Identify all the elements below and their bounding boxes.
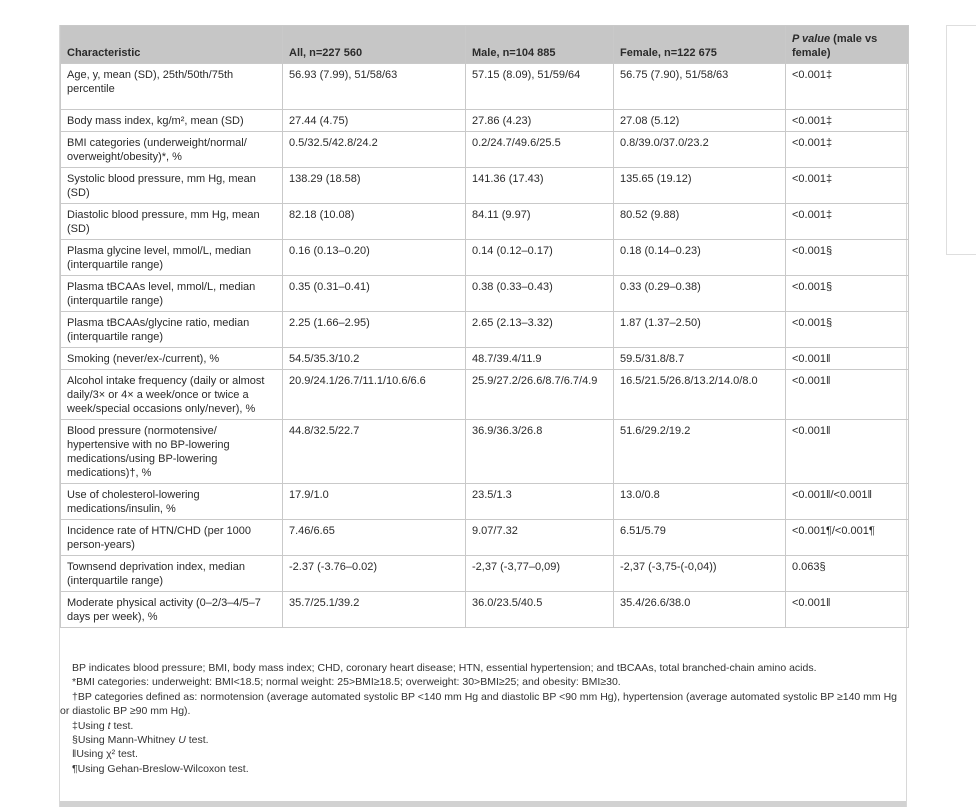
cell-characteristic: Plasma tBCAAs level, mmol/L, median (interquartile range): [61, 276, 283, 312]
cell-characteristic: Plasma glycine level, mmol/L, median (interquartile range): [61, 240, 283, 276]
cell-male: 36.9/36.3/26.8: [466, 420, 614, 484]
table-row: [61, 110, 909, 132]
cell-all: 2.25 (1.66–2.95): [283, 312, 466, 348]
cell-female: 56.75 (7.90), 51/58/63: [614, 64, 786, 110]
cell-characteristic: Moderate physical activity (0–2/3–4/5–7 days per week), %: [61, 592, 283, 628]
cell-male: 84.11 (9.97): [466, 204, 614, 240]
cell-female: 0.18 (0.14–0.23): [614, 240, 786, 276]
footnote-t-test-prefix: ‡Using: [72, 719, 108, 732]
cell-characteristic: Blood pressure (normotensive/ hypertensive with no BP-lowering medications/using BP-lowering medications)†, %: [61, 420, 283, 484]
cell-p-value: <0.001‡: [786, 64, 909, 110]
cell-all: 35.7/25.1/39.2: [283, 592, 466, 628]
cell-female: 51.6/29.2/19.2: [614, 420, 786, 484]
cell-all: 20.9/24.1/26.7/11.1/10.6/6.6: [283, 370, 466, 420]
cell-all: 44.8/32.5/22.7: [283, 420, 466, 484]
table-row: [61, 484, 909, 520]
cell-p-value: <0.001‡: [786, 132, 909, 168]
cell-all: 82.18 (10.08): [283, 204, 466, 240]
table-row: [61, 556, 909, 592]
footnote-mw-suffix: test.: [185, 734, 209, 747]
table-row: [61, 370, 909, 420]
footnote-gehan: ¶Using Gehan-Breslow-Wilcoxon test.: [72, 762, 249, 775]
table-row: [61, 168, 909, 204]
cell-characteristic: Body mass index, kg/m², mean (SD): [61, 110, 283, 132]
cell-male: 48.7/39.4/11.9: [466, 348, 614, 370]
table-row: [61, 592, 909, 628]
cell-all: 27.44 (4.75): [283, 110, 466, 132]
cell-female: 1.87 (1.37–2.50): [614, 312, 786, 348]
cell-male: 57.15 (8.09), 51/59/64: [466, 64, 614, 110]
cell-p-value: <0.001ǁ: [786, 592, 909, 628]
cell-all: 138.29 (18.58): [283, 168, 466, 204]
table-footnotes: [60, 661, 908, 776]
cell-male: 36.0/23.5/40.5: [466, 592, 614, 628]
table-row: [61, 312, 909, 348]
document-page: [59, 25, 907, 807]
cell-characteristic: Plasma tBCAAs/glycine ratio, median (interquartile range): [61, 312, 283, 348]
cell-characteristic: Incidence rate of HTN/CHD (per 1000 person-years): [61, 520, 283, 556]
cell-all: 0.16 (0.13–0.20): [283, 240, 466, 276]
footnote-t-test-suffix: test.: [110, 719, 134, 732]
footnote-chi-square: ǁUsing χ² test.: [72, 748, 138, 761]
cell-characteristic: Townsend deprivation index, median (interquartile range): [61, 556, 283, 592]
footnote-bp: †BP categories defined as: normotension (average automated systolic BP <140 mm Hg and diastolic BP <90 mm Hg), hypertension (average automated systolic BP ≥140 mm Hg or diastolic BP ≥90 mm Hg).: [60, 690, 898, 718]
cell-female: 27.08 (5.12): [614, 110, 786, 132]
table-row: [61, 348, 909, 370]
cell-p-value: <0.001‡: [786, 110, 909, 132]
cell-male: 27.86 (4.23): [466, 110, 614, 132]
header-female: Female, n=122 675: [614, 26, 786, 64]
cell-characteristic: Age, y, mean (SD), 25th/50th/75th percentile: [61, 64, 283, 110]
cell-female: 0.8/39.0/37.0/23.2: [614, 132, 786, 168]
table-row: [61, 420, 909, 484]
cell-male: 141.36 (17.43): [466, 168, 614, 204]
footnote-t-test-t: t: [107, 719, 111, 732]
header-p-value-rest: (male vs female): [792, 33, 878, 59]
table-row: [61, 132, 909, 168]
table-header-row: [61, 26, 909, 64]
header-all: All, n=227 560: [283, 26, 466, 64]
cell-female: 13.0/0.8: [614, 484, 786, 520]
cell-characteristic: Diastolic blood pressure, mm Hg, mean (SD): [61, 204, 283, 240]
cell-female: 80.52 (9.88): [614, 204, 786, 240]
header-p-value-label: P value: [792, 33, 831, 45]
cell-all: 0.35 (0.31–0.41): [283, 276, 466, 312]
cell-characteristic: Systolic blood pressure, mm Hg, mean (SD): [61, 168, 283, 204]
cell-characteristic: BMI categories (underweight/normal/ overweight/obesity)*, %: [61, 132, 283, 168]
table-row: [61, 240, 909, 276]
table-row: [61, 204, 909, 240]
cell-p-value: <0.001§: [786, 240, 909, 276]
cell-all: 17.9/1.0: [283, 484, 466, 520]
cell-female: 35.4/26.6/38.0: [614, 592, 786, 628]
header-characteristic: Characteristic: [61, 26, 283, 64]
bottom-divider: [60, 801, 906, 807]
footnote-abbreviations: BP indicates blood pressure; BMI, body mass index; CHD, coronary heart disease; HTN, essential hypertension; and tBCAAs, total branched-chain amino acids.: [72, 662, 817, 674]
cell-female: 6.51/5.79: [614, 520, 786, 556]
cell-male: -2,37 (-3,77–0,09): [466, 556, 614, 592]
header-male: Male, n=104 885: [466, 26, 614, 64]
cell-female: 135.65 (19.12): [614, 168, 786, 204]
cell-male: 2.65 (2.13–3.32): [466, 312, 614, 348]
cell-characteristic: Alcohol intake frequency (daily or almost daily/3× or 4× a week/once or twice a week/special occasions only/never), %: [61, 370, 283, 420]
cell-p-value: <0.001ǁ: [786, 370, 909, 420]
cell-all: 54.5/35.3/10.2: [283, 348, 466, 370]
cell-male: 0.2/24.7/49.6/25.5: [466, 132, 614, 168]
cell-all: -2.37 (-3.76–0.02): [283, 556, 466, 592]
cell-characteristic: Smoking (never/ex-/current), %: [61, 348, 283, 370]
cell-p-value: <0.001§: [786, 312, 909, 348]
cell-female: 59.5/31.8/8.7: [614, 348, 786, 370]
cell-characteristic: Use of cholesterol-lowering medications/insulin, %: [61, 484, 283, 520]
table-row: [61, 64, 909, 110]
cell-p-value: 0.063§: [786, 556, 909, 592]
cell-male: 9.07/7.32: [466, 520, 614, 556]
cell-male: 25.9/27.2/26.6/8.7/6.7/4.9: [466, 370, 614, 420]
footnote-mw-prefix: §Using Mann-Whitney: [72, 734, 179, 747]
table-row: [61, 276, 909, 312]
cell-p-value: <0.001¶/<0.001¶: [786, 520, 909, 556]
footnote-t-test: [60, 719, 908, 733]
characteristics-table: [60, 25, 909, 628]
footnote-mann-whitney: [60, 733, 908, 747]
cell-male: 23.5/1.3: [466, 484, 614, 520]
cell-p-value: <0.001‡: [786, 204, 909, 240]
side-panel: [946, 25, 976, 255]
cell-p-value: <0.001§: [786, 276, 909, 312]
cell-female: 0.33 (0.29–0.38): [614, 276, 786, 312]
cell-male: 0.14 (0.12–0.17): [466, 240, 614, 276]
cell-female: -2,37 (-3,75-(-0,04)): [614, 556, 786, 592]
cell-p-value: <0.001ǁ/<0.001ǁ: [786, 484, 909, 520]
cell-p-value: <0.001‡: [786, 168, 909, 204]
cell-p-value: <0.001ǁ: [786, 348, 909, 370]
cell-all: 0.5/32.5/42.8/24.2: [283, 132, 466, 168]
cell-male: 0.38 (0.33–0.43): [466, 276, 614, 312]
cell-p-value: <0.001ǁ: [786, 420, 909, 484]
header-p-value: [786, 26, 909, 64]
table-row: [61, 520, 909, 556]
cell-all: 7.46/6.65: [283, 520, 466, 556]
cell-all: 56.93 (7.99), 51/58/63: [283, 64, 466, 110]
footnote-mw-u: U: [178, 734, 186, 747]
footnote-bmi: *BMI categories: underweight: BMI<18.5; normal weight: 25>BMI≥18.5; overweight: 30>BMI≥25; and obesity: BMI≥30.: [72, 676, 621, 689]
cell-female: 16.5/21.5/26.8/13.2/14.0/8.0: [614, 370, 786, 420]
